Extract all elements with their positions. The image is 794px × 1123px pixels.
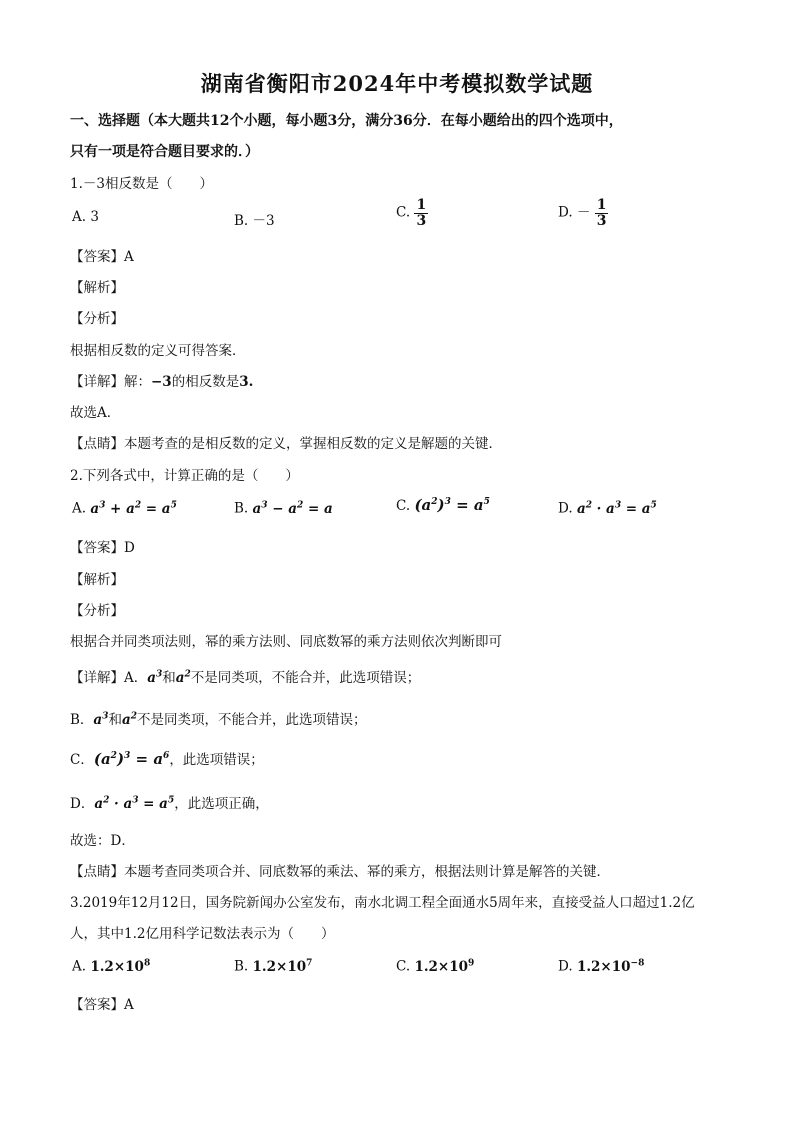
q2-option-a-label: A. bbox=[72, 500, 87, 517]
q2-detail-d-text: ，此选项正确， bbox=[174, 796, 269, 812]
q3-option-b bbox=[234, 958, 312, 975]
q3-answer: 【答案】A bbox=[70, 997, 134, 1013]
q2-choose: 故选：D． bbox=[70, 833, 135, 849]
q2-detail-a-label: 【详解】A． bbox=[70, 670, 148, 686]
q1-option-c-label: C. bbox=[396, 204, 411, 221]
q3-option-c-label: C. bbox=[396, 958, 411, 975]
q2-detail-a-and: 和 bbox=[162, 670, 176, 686]
q2-answer: 【答案】D bbox=[70, 540, 135, 556]
q2-option-c-label: C. bbox=[396, 498, 411, 514]
q2-option-a-formula: $a^3 + a^2 = a^5$ bbox=[90, 500, 177, 517]
q1-detail bbox=[70, 370, 253, 390]
q3-option-d-label: D. bbox=[558, 958, 573, 975]
page-title: 湖南省衡阳市2024年中考模拟数学试题 bbox=[200, 71, 594, 96]
q3-option-b-formula: $1.2\times 10^7$ bbox=[252, 958, 313, 975]
q2-detail-b-term1: $a^3$ bbox=[93, 711, 109, 728]
q1-analysis: 【解析】 bbox=[70, 280, 124, 296]
q2-detail-c-label: C． bbox=[70, 752, 94, 768]
q2-option-c-formula: $(a^2)^3 = a^5$ bbox=[414, 496, 490, 514]
q2-fenxi-text: 根据合并同类项法则，幂的乘方法则、同底数幂的乘方法则依次判断即可 bbox=[70, 634, 502, 650]
q1-detail-math: −3 bbox=[151, 374, 172, 390]
q2-option-b-formula: $a^3 - a^2 = a$ bbox=[252, 500, 333, 517]
q3-option-d-formula: $1.2\times 10^{-8}$ bbox=[576, 958, 645, 975]
q3-option-d bbox=[558, 958, 644, 975]
q3-option-c bbox=[396, 958, 474, 975]
q2-detail-a-term2: $a^2$ bbox=[175, 669, 191, 686]
q1-stem: 1.－3相反数是（ ） bbox=[70, 176, 213, 192]
q2-option-a bbox=[72, 500, 177, 517]
q3-option-a bbox=[72, 958, 150, 975]
q3-stem-line2: 人，其中1.2亿用科学记数法表示为（ ） bbox=[70, 926, 335, 942]
q3-option-a-label: A. bbox=[72, 958, 87, 975]
q2-option-d-label: D. bbox=[558, 500, 573, 517]
q2-detail-b-term2: $a^2$ bbox=[121, 711, 137, 728]
q1-detail-end: 3. bbox=[239, 374, 254, 390]
q2-detail-a-text: 不是同类项，不能合并，此选项错误； bbox=[190, 670, 421, 686]
q2-detail-b-and: 和 bbox=[108, 712, 122, 728]
q2-detail-c-text: ，此选项错误； bbox=[169, 752, 264, 768]
q2-detail-d-label: D． bbox=[70, 796, 95, 812]
q1-option-d bbox=[558, 198, 608, 228]
q3-option-b-label: B. bbox=[234, 958, 249, 975]
q1-detail-label: 【详解】解： bbox=[70, 374, 151, 390]
q3-stem-line1: 3.2019年12月12日，国务院新闻办公室发布，南水北调工程全面通水5周年来，直接受益人口超过1.2亿 bbox=[70, 895, 695, 911]
q1-option-b: B. －3 bbox=[234, 213, 275, 229]
q2-detail-d-formula: $a^2 \cdot a^3 = a^5$ bbox=[94, 795, 175, 812]
q1-option-d-denominator: 3 bbox=[596, 212, 607, 229]
q1-detail-mid: 的相反数是 bbox=[171, 374, 240, 390]
q2-detail-c-formula: $(a^2)^3 = a^6$ bbox=[93, 750, 170, 768]
q1-option-c-numerator: 1 bbox=[416, 197, 427, 213]
q1-option-d-sign: － bbox=[576, 204, 591, 221]
q2-detail-b-label: B． bbox=[70, 712, 94, 728]
q1-option-d-label: D. bbox=[558, 204, 573, 221]
section-heading-line1: 一、选择题（本大题共12个小题，每小题3分，满分36分．在每小题给出的四个选项中， bbox=[70, 113, 623, 129]
q1-option-d-numerator: 1 bbox=[596, 197, 607, 213]
section-heading-line2: 只有一项是符合题目要求的．） bbox=[70, 144, 259, 160]
q2-detail-d bbox=[70, 792, 269, 812]
q2-option-b bbox=[234, 500, 333, 517]
q1-option-c-fraction bbox=[414, 198, 428, 228]
q2-option-c bbox=[396, 496, 490, 514]
q1-option-d-fraction bbox=[595, 198, 609, 228]
q3-option-a-formula: $1.2\times 10^8$ bbox=[90, 958, 151, 975]
q2-option-d-formula: $a^2 \cdot a^3 = a^5$ bbox=[576, 500, 657, 517]
q3-option-c-formula: $1.2\times 10^9$ bbox=[414, 958, 475, 975]
q1-option-c-denominator: 3 bbox=[416, 212, 427, 229]
q2-detail-a bbox=[70, 666, 420, 686]
q2-detail-b bbox=[70, 708, 366, 728]
q1-choose: 故选A． bbox=[70, 405, 121, 421]
q2-detail-a-term1: $a^3$ bbox=[147, 669, 163, 686]
q1-fenxi: 【分析】 bbox=[70, 311, 124, 327]
q1-comment: 【点睛】本题考查的是相反数的定义，掌握相反数的定义是解题的关键． bbox=[70, 436, 502, 452]
q2-detail-b-text: 不是同类项，不能合并，此选项错误； bbox=[136, 712, 367, 728]
q2-analysis: 【解析】 bbox=[70, 572, 124, 588]
q1-option-c bbox=[396, 198, 428, 228]
q2-option-b-label: B. bbox=[234, 500, 249, 517]
q2-fenxi: 【分析】 bbox=[70, 603, 124, 619]
q1-answer: 【答案】A bbox=[70, 249, 134, 265]
q2-option-d bbox=[558, 500, 657, 517]
q1-fenxi-text: 根据相反数的定义可得答案． bbox=[70, 343, 246, 359]
q2-detail-c bbox=[70, 748, 264, 768]
q2-comment: 【点睛】本题考查同类项合并、同底数幂的乘法、幂的乘方，根据法则计算是解答的关键． bbox=[70, 864, 610, 880]
q1-option-a: A. 3 bbox=[72, 209, 99, 225]
q2-stem: 2.下列各式中，计算正确的是（ ） bbox=[70, 468, 299, 484]
